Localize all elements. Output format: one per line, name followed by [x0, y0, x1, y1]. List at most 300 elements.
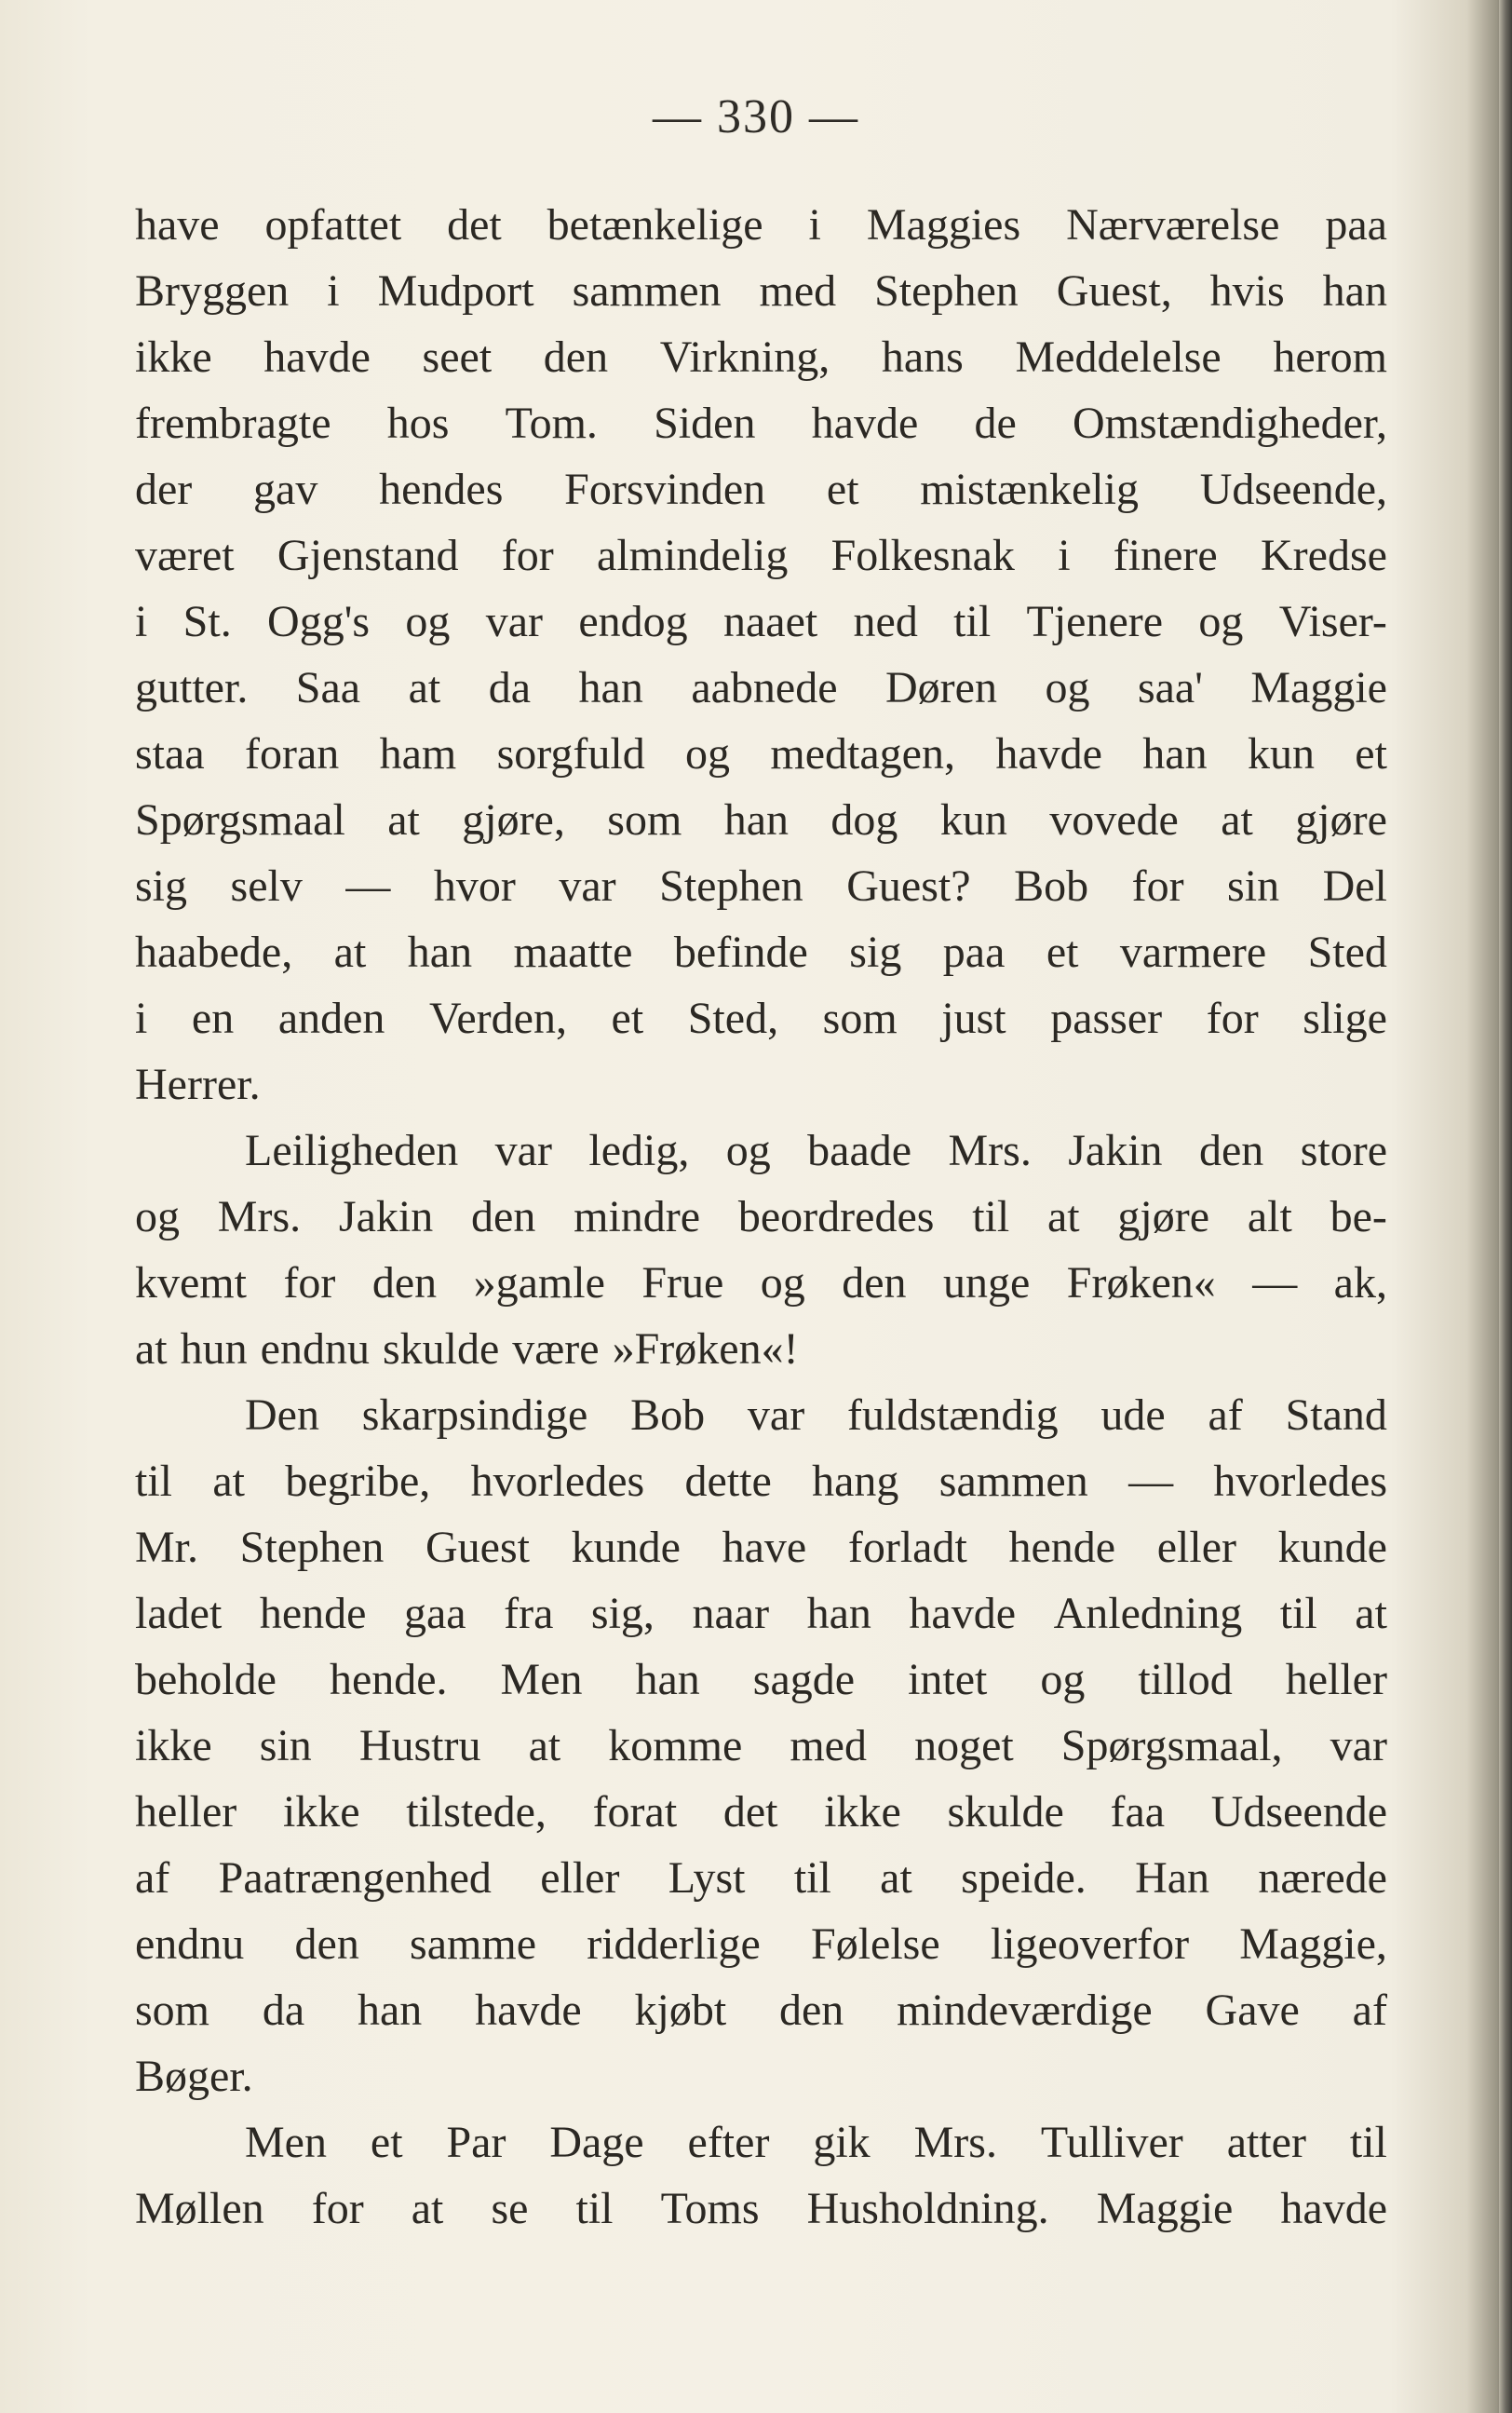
word: i	[135, 994, 148, 1043]
word: og	[1045, 663, 1090, 712]
word: hvorledes	[1213, 1457, 1387, 1506]
word: et	[1355, 729, 1387, 779]
word: Udseende	[1210, 1787, 1387, 1837]
word: naar	[692, 1589, 770, 1638]
word: Døren	[885, 663, 997, 712]
word: Frue	[641, 1258, 724, 1308]
text-line	[135, 1845, 1387, 1911]
word: Hustru	[358, 1721, 481, 1770]
word: som	[822, 994, 898, 1043]
text-line	[135, 1118, 1387, 1184]
word: tillod	[1138, 1655, 1233, 1704]
word: i	[1058, 531, 1071, 580]
word: kunde	[571, 1523, 681, 1572]
word: mindre	[574, 1192, 701, 1241]
word: befinde	[673, 928, 808, 977]
word: varmere	[1119, 928, 1267, 977]
word: hendes	[379, 465, 504, 514]
word: Viser-	[1278, 597, 1387, 646]
word: kun	[939, 795, 1007, 845]
word: til	[972, 1192, 1010, 1241]
word: be-	[1330, 1192, 1387, 1241]
word: ude	[1100, 1390, 1166, 1440]
word: fra	[504, 1589, 554, 1638]
word: han	[357, 1986, 423, 2035]
text-line	[135, 919, 1387, 985]
text-line	[135, 2043, 1387, 2109]
word: Gave	[1205, 1986, 1300, 2035]
word: faa	[1110, 1787, 1166, 1837]
word: Bøger.	[135, 2052, 253, 2101]
word: maatte	[513, 928, 633, 977]
word: som	[607, 795, 682, 845]
word: sig	[135, 861, 188, 911]
text-line	[135, 787, 1387, 853]
word: og	[685, 729, 731, 779]
word: den	[778, 1986, 844, 2035]
word: Udseende,	[1199, 465, 1387, 514]
word: for	[1131, 861, 1184, 911]
word: samme	[410, 1919, 536, 1969]
page-edge-shadow	[1499, 0, 1512, 2413]
word: mindeværdige	[897, 1986, 1153, 2035]
word: ak,	[1333, 1258, 1387, 1308]
word: Mrs.	[217, 1192, 302, 1241]
word: et	[370, 2118, 403, 2167]
word: Stephen	[874, 266, 1019, 316]
word: dette	[684, 1457, 772, 1506]
word: været	[135, 531, 235, 580]
text-line	[135, 1977, 1387, 2043]
word: Del	[1322, 861, 1387, 911]
word: og	[135, 1192, 180, 1241]
word: Mrs.	[948, 1126, 1032, 1175]
word: eller	[1156, 1523, 1236, 1572]
text-line	[135, 1184, 1387, 1250]
word: sammen	[572, 266, 722, 316]
word: til	[953, 597, 992, 646]
word: der	[135, 465, 193, 514]
word: de	[974, 399, 1017, 448]
word: Tulliver	[1040, 2118, 1183, 2167]
word: endog	[578, 597, 688, 646]
word: at	[1047, 1192, 1080, 1241]
word: et	[1046, 928, 1079, 977]
word: Saa	[295, 663, 361, 712]
word: var	[1330, 1721, 1387, 1770]
word: almindelig	[597, 531, 789, 580]
word: at	[880, 1853, 912, 1903]
word: gaa	[403, 1589, 466, 1638]
word: Anledning	[1053, 1589, 1243, 1638]
word: at	[135, 1324, 168, 1374]
word: begribe,	[285, 1457, 431, 1506]
word: at	[528, 1721, 561, 1770]
word: den	[1198, 1126, 1264, 1175]
word: alt	[1247, 1192, 1292, 1241]
word: gjøre	[1295, 795, 1387, 845]
word: at	[411, 2184, 444, 2233]
text-line	[135, 2176, 1387, 2242]
word: at	[1221, 795, 1253, 845]
text-line	[135, 1250, 1387, 1316]
word: skarpsindige	[361, 1390, 588, 1440]
text-line	[135, 1316, 1387, 1382]
word: Par	[446, 2118, 506, 2167]
word: Stephen	[239, 1523, 385, 1572]
word: det	[722, 1787, 778, 1837]
word: Guest,	[1056, 266, 1172, 316]
word: —	[345, 861, 391, 911]
word: efter	[687, 2118, 770, 2167]
word: med	[790, 1721, 867, 1770]
word: dog	[830, 795, 898, 845]
word: var	[747, 1390, 805, 1440]
word: til	[135, 1457, 173, 1506]
word: Stand	[1285, 1390, 1387, 1440]
word: forladt	[847, 1523, 967, 1572]
word: til	[1279, 1589, 1317, 1638]
text-line	[135, 1713, 1387, 1779]
word: hende	[1008, 1523, 1116, 1572]
word: Mr.	[135, 1523, 199, 1572]
word: skulde	[382, 1324, 500, 1374]
word: beholde	[135, 1655, 277, 1704]
word: sin	[1227, 861, 1280, 911]
word: i	[135, 597, 148, 646]
word: ridderlige	[587, 1919, 761, 1969]
word: og	[1198, 597, 1244, 646]
word: have	[722, 1523, 807, 1572]
word: gav	[253, 465, 318, 514]
word: kunde	[1277, 1523, 1387, 1572]
word: da	[488, 663, 532, 712]
word: —	[1252, 1258, 1298, 1308]
word: Meddelelse	[1015, 332, 1222, 382]
text-line	[135, 390, 1387, 456]
word: ikke	[824, 1787, 901, 1837]
text-line	[135, 1448, 1387, 1514]
word: Herrer.	[135, 1060, 261, 1109]
word: hos	[386, 399, 450, 448]
word: Omstændigheder,	[1072, 399, 1387, 448]
word: Jakin	[1068, 1126, 1163, 1175]
word: Forsvinden	[564, 465, 766, 514]
word: at	[212, 1457, 245, 1506]
word: i	[808, 200, 821, 250]
word: den	[842, 1258, 907, 1308]
word: gjøre	[1117, 1192, 1210, 1241]
word: hans	[881, 332, 964, 382]
word: den	[543, 332, 609, 382]
word: Dage	[549, 2118, 644, 2167]
word: heller	[1285, 1655, 1387, 1704]
word: beordredes	[737, 1192, 935, 1241]
word: han	[1142, 729, 1208, 779]
word: var	[559, 861, 616, 911]
word: et	[826, 465, 859, 514]
word: Ogg's	[267, 597, 371, 646]
text-line	[135, 456, 1387, 522]
word: gjøre,	[462, 795, 565, 845]
word: og	[405, 597, 451, 646]
word: Folkesnak	[830, 531, 1015, 580]
word: den	[471, 1192, 536, 1241]
word: Den	[245, 1390, 319, 1440]
word: at	[408, 663, 441, 712]
word: var	[485, 597, 543, 646]
word: Sted	[1307, 928, 1387, 977]
word: som	[135, 1986, 210, 2035]
word: Virkning,	[659, 332, 830, 382]
word: ledig,	[588, 1126, 690, 1175]
word: med	[759, 266, 837, 316]
word: at	[387, 795, 420, 845]
word: tilstede,	[406, 1787, 547, 1837]
word: Guest?	[846, 861, 971, 911]
word: hvorledes	[470, 1457, 645, 1506]
text-line	[135, 258, 1387, 324]
word: og	[725, 1126, 771, 1175]
word: af	[135, 1853, 170, 1903]
text-line	[135, 721, 1387, 787]
word: endnu	[260, 1324, 370, 1374]
word: han	[1322, 266, 1387, 316]
text-line	[135, 985, 1387, 1051]
word: Gjenstand	[277, 531, 459, 580]
word: for	[1206, 994, 1259, 1043]
word: atter	[1226, 2118, 1306, 2167]
word: til	[575, 2184, 614, 2233]
text-line	[135, 1051, 1387, 1118]
word: ham	[379, 729, 457, 779]
word: han	[407, 928, 473, 977]
word: se	[491, 2184, 529, 2233]
text-line	[135, 324, 1387, 390]
word: ikke	[135, 1721, 212, 1770]
word: Maggie,	[1239, 1919, 1387, 1969]
word: han	[635, 1655, 700, 1704]
word: medtagen,	[770, 729, 955, 779]
word: Nærværelse	[1066, 200, 1280, 250]
text-line	[135, 853, 1387, 919]
word: ligeoverfor	[990, 1919, 1190, 1969]
word: baade	[807, 1126, 912, 1175]
word: Leiligheden	[245, 1126, 459, 1175]
word: selv	[230, 861, 303, 911]
word: St.	[182, 597, 232, 646]
word: Jakin	[338, 1192, 434, 1241]
word: Toms	[660, 2184, 760, 2233]
word: en	[191, 994, 235, 1043]
word: saa'	[1137, 663, 1203, 712]
word: forat	[592, 1787, 678, 1837]
word: aabnede	[691, 663, 838, 712]
text-line	[135, 1580, 1387, 1647]
word: det	[447, 200, 502, 250]
text-line	[135, 1514, 1387, 1580]
word: sig	[849, 928, 902, 977]
word: sagde	[752, 1655, 856, 1704]
word: ikke	[135, 332, 212, 382]
word: sammen	[938, 1457, 1088, 1506]
word: Husholdning.	[806, 2184, 1049, 2233]
word: sorgfuld	[496, 729, 645, 779]
word: havde	[475, 1986, 582, 2035]
word: »gamle	[473, 1258, 605, 1308]
word: han	[806, 1589, 871, 1638]
word: foran	[244, 729, 340, 779]
word: skulde	[947, 1787, 1064, 1837]
word: Mrs.	[913, 2118, 997, 2167]
word: ladet	[135, 1589, 223, 1638]
word: Sted,	[687, 994, 779, 1043]
text-line	[135, 192, 1387, 258]
word: den	[371, 1258, 438, 1308]
body-text	[135, 192, 1387, 2242]
text-line	[135, 655, 1387, 721]
word: ikke	[282, 1787, 360, 1837]
word: havde	[263, 332, 371, 382]
text-line	[135, 1382, 1387, 1448]
word: til	[1349, 2118, 1387, 2167]
word: Spørgsmaal,	[1060, 1721, 1283, 1770]
word: Lyst	[668, 1853, 746, 1903]
word: havde	[909, 1589, 1017, 1638]
word: Bob	[1014, 861, 1089, 911]
word: at	[333, 928, 367, 977]
word: nærede	[1258, 1853, 1387, 1903]
word: sig,	[590, 1589, 655, 1638]
word: Men	[245, 2118, 327, 2167]
word: gutter.	[135, 663, 249, 712]
word: anden	[277, 994, 385, 1043]
word: komme	[608, 1721, 743, 1770]
word: Følelse	[811, 1919, 940, 1969]
word: intet	[908, 1655, 988, 1704]
word: havde	[811, 399, 919, 448]
word: paa	[1325, 200, 1387, 250]
word: noget	[914, 1721, 1014, 1770]
word: Tom.	[505, 399, 598, 448]
word: just	[941, 994, 1006, 1043]
word: af	[1352, 1986, 1387, 2035]
word: hende	[259, 1589, 367, 1638]
word: han	[578, 663, 643, 712]
word: af	[1208, 1390, 1243, 1440]
word: Kredse	[1260, 531, 1387, 580]
word: Møllen	[135, 2184, 264, 2233]
word: frembragte	[135, 399, 331, 448]
word: hende.	[329, 1655, 448, 1704]
text-line	[135, 1911, 1387, 1977]
word: for	[311, 2184, 364, 2233]
word: slige	[1303, 994, 1387, 1043]
word: et	[611, 994, 644, 1043]
text-line	[135, 1779, 1387, 1845]
word: Frøken«	[1066, 1258, 1216, 1308]
word: vovede	[1049, 795, 1179, 845]
word: herom	[1273, 332, 1387, 382]
word: kjøbt	[634, 1986, 727, 2035]
word: Guest	[425, 1523, 530, 1572]
word: fuldstændig	[846, 1390, 1059, 1440]
word: Stephen	[659, 861, 803, 911]
word: betænkelige	[547, 200, 763, 250]
word: store	[1300, 1126, 1387, 1175]
word: Bryggen	[135, 266, 290, 316]
text-line	[135, 589, 1387, 655]
word: og	[760, 1258, 805, 1308]
word: havde	[1280, 2184, 1387, 2233]
word: kvemt	[135, 1258, 247, 1308]
word: unge	[943, 1258, 1031, 1308]
word: Tjenere	[1026, 597, 1164, 646]
word: Han	[1135, 1853, 1210, 1903]
word: paa	[942, 928, 1006, 977]
word: var	[494, 1126, 552, 1175]
word: Spørgsmaal	[135, 795, 345, 845]
word: kun	[1247, 729, 1315, 779]
word: være	[512, 1324, 600, 1374]
word: sin	[259, 1721, 312, 1770]
word: hvis	[1209, 266, 1285, 316]
word: i	[327, 266, 340, 316]
word: have	[135, 200, 220, 250]
word: mistænkelig	[920, 465, 1139, 514]
word: seet	[422, 332, 493, 382]
word: for	[283, 1258, 336, 1308]
text-line	[135, 2109, 1387, 2176]
word: han	[723, 795, 789, 845]
word: Paatrængenhed	[218, 1853, 492, 1903]
word: Maggie	[1096, 2184, 1234, 2233]
word: »Frøken«!	[612, 1324, 799, 1374]
word: staa	[135, 729, 205, 779]
word: Bob	[630, 1390, 706, 1440]
word: opfattet	[264, 200, 402, 250]
word: gik	[813, 2118, 871, 2167]
word: ned	[853, 597, 918, 646]
word: den	[294, 1919, 359, 1969]
word: —	[1128, 1457, 1174, 1506]
word: for	[501, 531, 554, 580]
word: haabede,	[135, 928, 293, 977]
word: hang	[812, 1457, 899, 1506]
word: havde	[995, 729, 1102, 779]
word: eller	[540, 1853, 620, 1903]
word: Maggie	[1250, 663, 1387, 712]
word: endnu	[135, 1919, 245, 1969]
word: speide.	[961, 1853, 1087, 1903]
text-line	[135, 1647, 1387, 1713]
word: finere	[1113, 531, 1218, 580]
word: Mudport	[377, 266, 534, 316]
word: og	[1040, 1655, 1086, 1704]
page-number: — 330 —	[653, 90, 859, 143]
word: Verden,	[429, 994, 567, 1043]
word: Siden	[654, 399, 756, 448]
word: hvor	[433, 861, 516, 911]
word: heller	[135, 1787, 237, 1837]
word: hun	[180, 1324, 248, 1374]
word: at	[1355, 1589, 1387, 1638]
word: til	[793, 1853, 831, 1903]
word: Men	[500, 1655, 583, 1704]
text-line	[135, 522, 1387, 589]
word: passer	[1050, 994, 1163, 1043]
word: naaet	[722, 597, 818, 646]
